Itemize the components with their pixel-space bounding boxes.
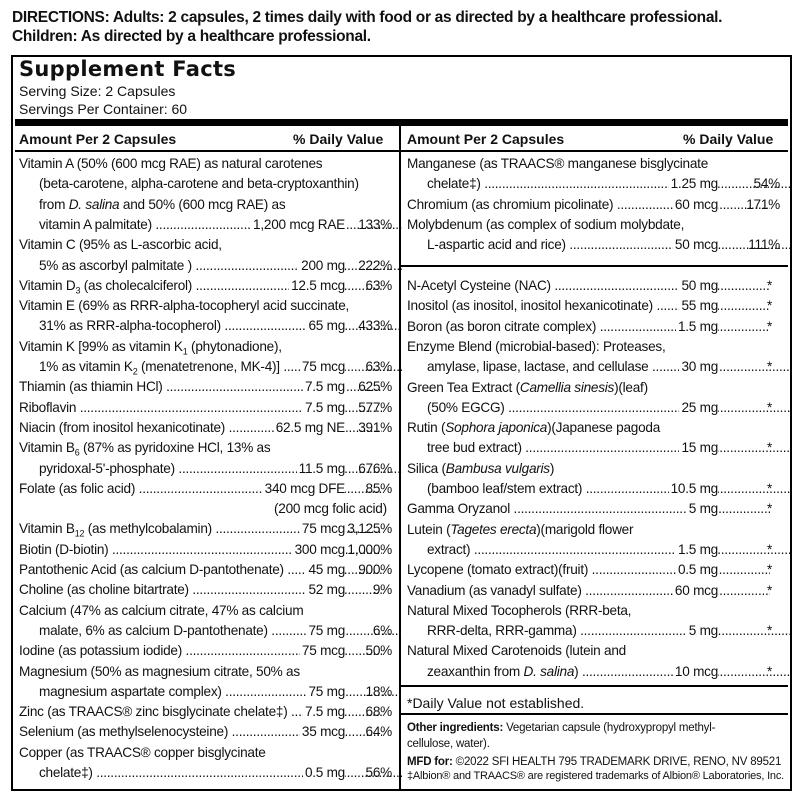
nutrient-daily-value: 54% [753,176,780,192]
nutrient-amount: 65 mg [306,316,345,336]
footnote-rule-top [401,685,788,687]
nutrient-daily-value: 63% [365,277,392,293]
nutrient-daily-value: * [766,623,772,639]
nutrient-daily-value: 133% [358,216,392,232]
nutrient-daily-value: 56% [365,765,392,780]
nutrient-amount: 11.5 mg [297,459,345,479]
nutrient-daily-value: 625% [358,379,392,395]
nutrient-daily-value: 676% [358,460,392,476]
nutrient-row [407,662,780,682]
other-ingredients-text1: Vegetarian capsule (hydroxypropyl methyl- [506,722,716,734]
other-ingredients-text2: cellulose, water). [407,738,490,750]
nutrient-text-line: (beta-carotene, alpha-carotene and beta-cryptoxanthin) [39,176,359,192]
nutrient-row [19,357,392,377]
nutrient-row [407,276,780,296]
nutrient-amount: 1.5 mg [676,540,718,560]
nutrient-amount: 300 mcg [293,540,345,560]
nutrient-amount: 75 mcg [300,519,345,539]
nutrient-row [407,398,780,418]
nutrient-name: Chromium (as chromium picolinate) ..... [407,195,770,215]
nutrient-row [407,479,780,499]
nutrient-text-line: Manganese (as TRAACS® manganese bisglycinate [407,156,709,171]
nutrient-text-line: Vitamin E (69% as RRR-alpha-tocopheryl acid succinate, [19,298,350,314]
nutrient-amount: 60 mcg [673,581,718,601]
nutrient-daily-value: 64% [365,724,392,740]
nutrient-name: RRR-delta, RRR-gamma) ..... [407,621,790,641]
nutrient-amount: 75 mcg [300,641,345,661]
nutrient-daily-value: * [766,541,772,557]
nutrient-row [19,215,392,235]
nutrient-row [407,296,780,316]
nutrient-daily-value: 50% [365,643,392,659]
nutrient-row [19,560,392,580]
nutrient-daily-value: * [766,663,772,679]
nutrient-name: chelate‡) ..... [19,763,402,783]
nutrient-daily-value: * [766,562,772,578]
nutrient-amount: 60 mcg [673,195,718,215]
nutrient-text-line: Calcium (47% as calcium citrate, 47% as calcium [19,602,304,618]
nutrient-name: Lycopene (tomato extract)(fruit) ..... [407,560,770,580]
nutrient-name: Boron (as boron citrate complex) ..... [407,317,770,337]
nutrient-name: 1% as vitamin $K_2$ (menatetrenone, MK-4)] ..... [19,357,402,382]
nutrient-name: tree bud extract) ..... [407,438,790,458]
nutrient-row [407,174,780,194]
nutrient-row [19,641,392,661]
nutrient-amount: 7.5 mg [303,702,345,722]
nutrient-name: Biotin (D-biotin) ..... [19,540,382,560]
panel-title: Supplement Facts [19,57,237,81]
left-header-rule [15,150,399,152]
nutrient-amount: 52 mg [306,580,345,600]
nutrient-daily-value: * [766,440,772,456]
nutrient-name: chelate‡) ..... [407,174,790,194]
nutrient-daily-value: * [766,582,772,598]
nutrient-name: Vitamin $B_{12}$ (as methylcobalamin) ..... [19,519,382,544]
mfd-text: ©2022 SFI HEALTH 795 TRADEMARK DRIVE, RENO, NV 89521 [455,756,782,768]
nutrient-name: Selenium (as methylselenocysteine) ..... [19,722,382,742]
nutrient-daily-value: * [766,359,772,375]
nutrient-name: Choline (as choline bitartrate) ..... [19,580,382,600]
directions [12,8,792,46]
nutrient-daily-value: 3,125% [347,521,392,537]
nutrient-text-line: Magnesium (50% as magnesium citrate, 50% as [19,663,300,679]
nutrient-amount: 5 mg [687,499,718,519]
supplement-facts-panel [11,55,792,791]
nutrient-daily-value: * [766,278,772,293]
nutrient-row [407,438,780,458]
daily-value-footnote: *Daily Value not established. [407,695,585,711]
nutrient-name: pyridoxal-5'-phosphate) ..... [19,459,402,479]
trademark-note: ‡Albion® and TRAACS® are registered trademarks of Albion® Laboratories, Inc. [407,770,784,782]
right-section-rule [401,265,788,267]
nutrient-text-line: Rutin (Sophora japonica)(Japanese pagoda [407,420,661,436]
nutrient-daily-value: 433% [358,318,392,334]
nutrient-name: Riboflavin ..... [19,398,382,418]
nutrient-amount: 200 mg [299,256,345,276]
nutrient-text-line: from D. salina and 50% (600 mcg RAE) as [39,196,286,212]
nutrient-name: 5% as ascorbyl palmitate ) ..... [19,256,402,276]
nutrient-daily-value: 18% [365,683,392,699]
nutrient-amount: 12.5 mcg [289,276,345,296]
nutrient-text-line: Vitamin K [99% as vitamin $K_1$ (phytonadione), [19,338,282,357]
nutrient-daily-value: 391% [358,419,392,435]
nutrient-row [407,317,780,337]
nutrient-text-line: Natural Mixed Tocopherols (RRR-beta, [407,602,632,618]
nutrient-text-line: Vitamin C (95% as L-ascorbic acid, [19,237,222,253]
nutrient-amount: 340 mcg DFE [263,479,345,499]
nutrient-text-line: Green Tea Extract (Camellia sinesis)(leaf) [407,379,648,395]
nutrient-amount: 0.5 mg [676,560,718,580]
nutrient-row [407,540,780,560]
nutrient-amount: 10.5 mg [669,479,718,499]
nutrient-name: Niacin (from inositol hexanicotinate) ..... [19,418,382,438]
nutrient-name: extract) ..... [407,540,790,560]
nutrient-row [19,459,392,479]
nutrient-text-line: Molybdenum (as complex of sodium molybdate, [407,216,685,232]
nutrient-amount: 75 mcg [300,357,345,377]
right-header-amount: Amount Per 2 Capsules [407,131,565,147]
nutrient-daily-value: 85% [365,480,392,496]
right-header-dv: % Daily Value [683,131,774,147]
nutrient-row [407,499,780,519]
nutrient-amount: 50 mg [679,276,718,296]
nutrient-amount: 7.5 mg [303,377,345,397]
nutrient-name: Vitamin $D_3$ (as cholecalciferol) ..... [19,276,382,301]
nutrient-amount: 45 mg [306,560,345,580]
nutrient-row [19,256,392,276]
nutrient-amount: 55 mg [679,296,718,316]
nutrient-text-line: Vitamin A (50% (600 mcg RAE) as natural carotenes [19,156,323,171]
nutrient-text-line: Enzyme Blend (microbial-based): Proteases, [407,338,666,354]
nutrient-row [19,519,392,539]
nutrient-daily-value: * [766,481,772,496]
right-header-rule [401,150,788,152]
nutrient-name: vitamin A palmitate) ..... [19,215,402,235]
nutrient-row [19,580,392,600]
nutrient-amount: 10 mcg [673,662,718,682]
nutrient-name: Iodine (as potassium iodide) ..... [19,641,382,661]
nutrient-row [19,763,392,783]
nutrient-amount: 1,200 mcg RAE [251,215,345,235]
nutrient-name: magnesium aspartate complex) ..... [19,682,402,702]
nutrient-name: L-aspartic acid and rice) ..... [407,235,790,255]
other-ingredients-label: Other ingredients: [407,722,504,734]
nutrient-name: Folate (as folic acid) ..... [19,479,382,499]
nutrient-row [407,235,780,255]
nutrient-row [19,702,392,722]
nutrient-daily-value: 1,000% [347,541,392,557]
nutrient-amount: 75 mg [306,682,345,702]
nutrient-amount: 75 mg [306,621,345,641]
nutrient-name: amylase, lipase, lactase, and cellulase ..... [407,357,790,377]
nutrient-amount: 0.5 mg [303,763,345,783]
nutrient-name: Inositol (as inositol, inositol hexanicotinate) ..... [407,296,770,316]
nutrient-amount: 7.5 mg [303,398,345,418]
nutrient-row [19,316,392,336]
nutrient-name: Gamma Oryzanol ..... [407,499,770,519]
nutrient-row [19,682,392,702]
nutrient-row [19,621,392,641]
nutrient-text-line: Natural Mixed Carotenoids (lutein and [407,643,626,659]
nutrient-daily-value: * [766,399,772,415]
other-ingredients [407,721,715,736]
nutrient-row [407,195,780,215]
nutrient-daily-value: 63% [365,359,392,374]
nutrient-daily-value: * [766,298,772,314]
nutrient-amount: 25 mg [679,398,718,418]
servings-per-container: Servings Per Container: 60 [19,101,188,117]
nutrient-row [19,479,392,499]
nutrient-daily-value: 6% [372,622,392,638]
nutrient-amount: 15 mg [679,438,718,458]
nutrient-daily-value: 900% [358,562,392,577]
serving-size: Serving Size: 2 Capsules [19,83,176,99]
nutrient-row [407,560,780,580]
nutrient-amount: 1.25 mg [669,174,718,194]
nutrient-daily-value: * [766,501,772,517]
nutrient-daily-value: * [766,318,772,334]
left-header-dv: % Daily Value [293,131,384,147]
nutrient-amount: 50 mcg [673,235,718,255]
mfd-label: MFD for: [407,756,453,768]
nutrient-name: 31% as RRR-alpha-tocopherol) ..... [19,316,402,336]
nutrient-row [19,377,392,397]
nutrient-daily-value: 68% [365,704,392,720]
directions-adults: DIRECTIONS: Adults: 2 capsules, 2 times daily with food or as directed by a healthcare professional. [12,9,723,26]
nutrient-daily-value: 577% [358,399,392,415]
nutrient-text-line: Vitamin $B_6$ (87% as pyridoxine HCl, 13% as [19,440,271,458]
nutrient-row [19,276,392,296]
nutrient-row [19,722,392,742]
nutrient-row [407,621,780,641]
nutrient-daily-value: 9% [372,582,392,598]
nutrient-text-line: Lutein (Tagetes erecta)(marigold flower [407,521,634,537]
nutrient-amount: 1.5 mg [676,317,718,337]
nutrient-amount: 35 mcg [300,722,345,742]
nutrient-name: N-Acetyl Cysteine (NAC) ..... [407,276,770,296]
nutrient-name: Zinc (as TRAACS® zinc bisglycinate chelate‡) ..... [19,702,382,722]
nutrient-daily-value: 222% [358,257,392,273]
footnote-rule-bottom [401,713,788,715]
nutrient-daily-value: 171% [746,196,780,212]
nutrient-amount: 30 mg [679,357,718,377]
nutrient-row [19,540,392,560]
nutrient-name: Thiamin (as thiamin HCl) ..... [19,377,382,397]
nutrient-amount: 5 mg [687,621,718,641]
nutrient-name: malate, 6% as calcium D-pantothenate) ..... [19,621,402,641]
nutrient-text-line: Copper (as TRAACS® copper bisglycinate [19,744,266,760]
nutrient-row [407,581,780,601]
nutrient-text-line: Silica (Bambusa vulgaris) [407,460,555,476]
nutrient-name: Pantothenic Acid (as calcium D-pantothenate) ..... [19,560,382,580]
nutrient-name: zeaxanthin from D. salina) ..... [407,662,790,682]
left-header-amount: Amount Per 2 Capsules [19,131,177,147]
nutrient-row [19,418,392,438]
directions-children: Children: As directed by a healthcare professional. [12,28,371,45]
nutrient-name: Vanadium (as vanadyl sulfate) ..... [407,581,770,601]
nutrient-name: (bamboo leaf/stem extract) ..... [407,479,790,499]
nutrient-daily-value: 111% [748,237,780,253]
thick-rule [15,119,788,126]
nutrient-row [19,398,392,418]
nutrient-row [407,357,780,377]
nutrient-name: (50% EGCG) ..... [407,398,790,418]
mfd-line [407,755,781,770]
nutrient-note: (200 mcg folic acid) [274,501,387,517]
nutrient-amount: 62.5 mg NE [274,418,345,438]
